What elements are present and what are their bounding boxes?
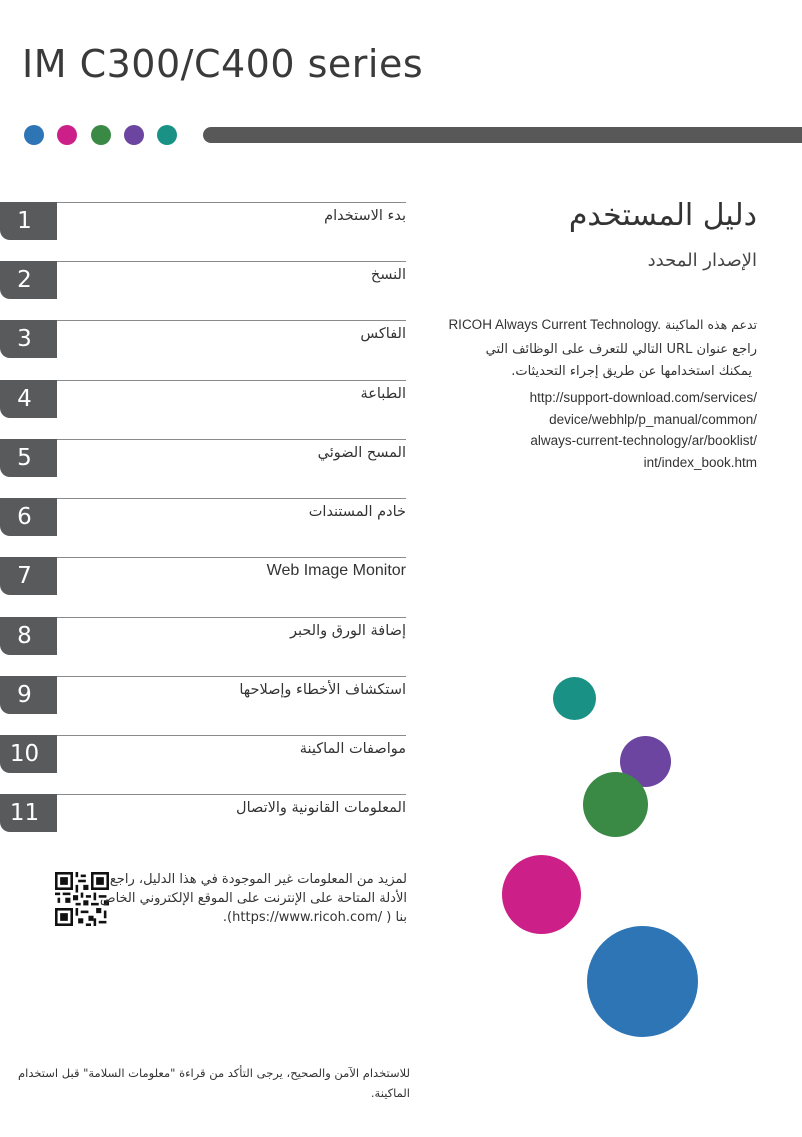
chapter-item[interactable] xyxy=(0,320,406,370)
support-url-line[interactable]: int/index_book.htm xyxy=(643,455,757,470)
chapter-tab[interactable] xyxy=(0,557,57,595)
chapter-divider xyxy=(57,735,406,736)
color-dot-purple xyxy=(124,125,144,145)
decor-bubble-teal xyxy=(553,677,596,720)
header-bar xyxy=(203,127,802,143)
chapter-divider xyxy=(57,676,406,677)
chapter-number: 5 xyxy=(17,445,32,471)
color-dot-teal xyxy=(157,125,177,145)
chapter-item[interactable] xyxy=(0,557,406,607)
chapter-divider xyxy=(57,320,406,321)
chapter-item[interactable] xyxy=(0,380,406,430)
chapter-divider xyxy=(57,261,406,262)
support-url-line[interactable]: http://support-download.com/services/ xyxy=(529,390,757,405)
chapter-divider xyxy=(57,557,406,558)
series-title: IM C300/C400 series xyxy=(22,42,424,86)
chapter-number: 8 xyxy=(17,623,32,649)
chapter-tab[interactable] xyxy=(0,320,57,358)
chapter-number: 11 xyxy=(9,800,40,826)
chapter-item[interactable] xyxy=(0,261,406,311)
chapter-label[interactable]: الطباعة xyxy=(360,386,406,402)
chapter-label[interactable]: مواصفات الماكينة xyxy=(299,741,406,757)
support-url-line[interactable]: always-current-technology/ar/booklist/ xyxy=(530,433,757,448)
chapter-number: 6 xyxy=(17,504,32,530)
chapter-item[interactable] xyxy=(0,617,406,667)
color-dot-magenta xyxy=(57,125,77,145)
chapter-divider xyxy=(57,617,406,618)
chapter-number: 10 xyxy=(9,741,40,767)
chapter-divider xyxy=(57,794,406,795)
chapter-number: 2 xyxy=(17,267,32,293)
decor-bubble-magenta xyxy=(502,855,581,934)
guide-subtitle: الإصدار المحدد xyxy=(647,250,757,271)
safety-note-line: الماكينة. xyxy=(370,1086,410,1100)
chapter-label[interactable]: خادم المستندات xyxy=(308,504,406,520)
chapter-label[interactable]: المعلومات القانونية والاتصال xyxy=(236,800,406,816)
chapter-item[interactable] xyxy=(0,735,406,785)
chapter-label[interactable]: بدء الاستخدام xyxy=(324,208,406,224)
chapter-divider xyxy=(57,498,406,499)
chapter-number: 9 xyxy=(17,682,32,708)
chapter-tab[interactable] xyxy=(0,439,57,477)
chapter-label[interactable]: إضافة الورق والحبر xyxy=(289,623,406,639)
chapter-item[interactable] xyxy=(0,202,406,252)
chapter-label[interactable]: الفاكس xyxy=(360,326,406,342)
safety-note-line: للاستخدام الآمن والصحيح، يرجى التأكد من قراءة "معلومات السلامة" قبل استخدام xyxy=(18,1066,410,1080)
chapter-divider xyxy=(57,439,406,440)
chapter-tab[interactable] xyxy=(0,202,57,240)
chapter-item[interactable] xyxy=(0,676,406,726)
chapter-item[interactable] xyxy=(0,439,406,489)
act-name: RICOH Always Current Technology. xyxy=(448,317,662,332)
decor-bubble-blue xyxy=(587,926,698,1037)
decor-bubble-green xyxy=(583,772,648,837)
chapter-label[interactable]: Web Image Monitor xyxy=(266,562,406,579)
chapter-label[interactable]: المسح الضوئي xyxy=(317,445,406,461)
chapter-item[interactable] xyxy=(0,794,406,844)
act-support-line xyxy=(448,317,757,332)
chapter-tab[interactable] xyxy=(0,380,57,418)
color-dot-green xyxy=(91,125,111,145)
info-line: راجع عنوان URL التالي للتعرف على الوظائف التي xyxy=(485,342,757,357)
chapter-tab[interactable] xyxy=(0,498,57,536)
more-info-link[interactable]: بنا ( /https://www.ricoh.com). xyxy=(222,910,407,925)
chapter-label[interactable]: استكشاف الأخطاء وإصلاحها xyxy=(239,682,406,698)
chapter-number: 1 xyxy=(17,208,32,234)
chapter-tab[interactable] xyxy=(0,261,57,299)
color-dot-blue xyxy=(24,125,44,145)
chapter-item[interactable] xyxy=(0,498,406,548)
chapter-number: 7 xyxy=(17,563,32,589)
chapter-label[interactable]: النسخ xyxy=(370,267,406,283)
act-support-text: تدعم هذه الماكينة xyxy=(665,317,757,332)
support-url-line[interactable]: device/webhlp/p_manual/common/ xyxy=(549,412,757,427)
chapter-divider xyxy=(57,202,406,203)
info-line: يمكنك استخدامها عن طريق إجراء التحديثات. xyxy=(511,364,752,379)
chapter-number: 3 xyxy=(17,326,32,352)
more-info-line: لمزيد من المعلومات غير الموجودة في هذا الدليل، راجع xyxy=(109,872,407,887)
chapter-tab[interactable] xyxy=(0,676,57,714)
chapter-tab[interactable] xyxy=(0,617,57,655)
guide-title: دليل المستخدم xyxy=(568,198,757,233)
chapter-number: 4 xyxy=(17,386,32,412)
more-info-line: الأدلة المتاحة على الإنترنت على الموقع الإلكتروني الخاص xyxy=(99,891,407,906)
chapter-divider xyxy=(57,380,406,381)
chapter-tab[interactable] xyxy=(0,794,57,832)
chapter-tab[interactable] xyxy=(0,735,57,773)
